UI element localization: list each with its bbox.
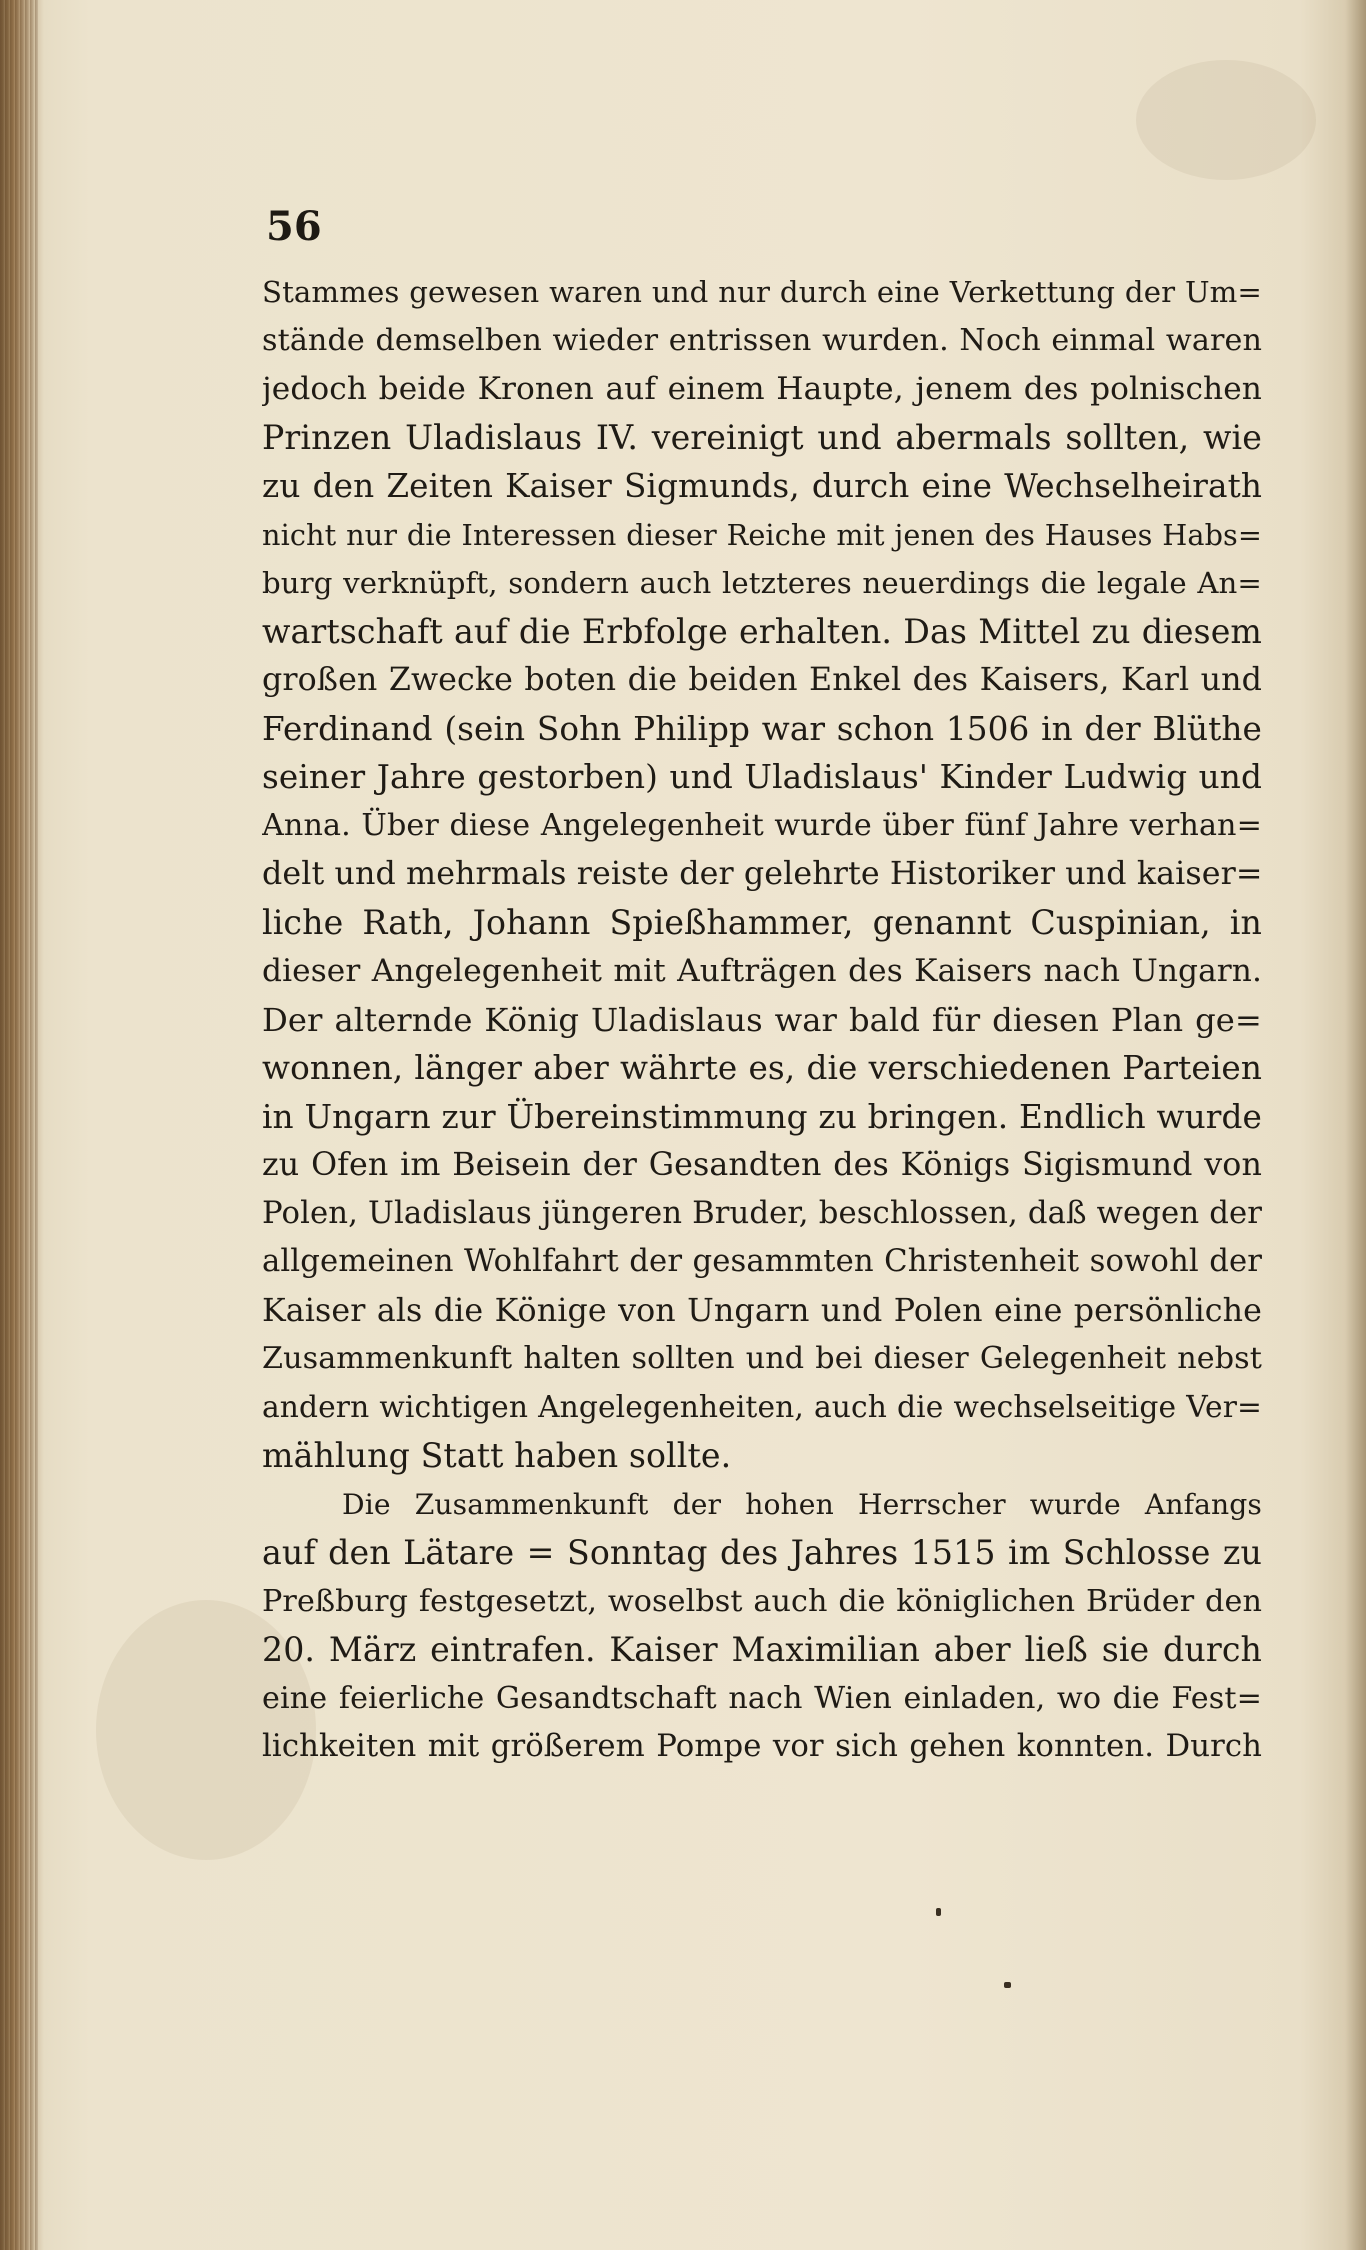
text-line: zu Ofen im Beisein der Gesandten des Königs Sigismund von: [262, 1147, 1262, 1183]
text-line: Die Zusammenkunft der hohen Herrscher wurde Anfangs: [342, 1487, 1262, 1521]
text-line: liche Rath, Johann Spießhammer, genannt Cuspinian, in: [262, 902, 1262, 942]
text-line: großen Zwecke boten die beiden Enkel des Kaisers, Karl und: [262, 662, 1262, 698]
text-line: stände demselben wieder entrissen wurden. Noch einmal waren: [262, 322, 1262, 358]
text-line: nicht nur die Interessen dieser Reiche mit jenen des Hauses Habs=: [262, 517, 1262, 552]
text-line: dieser Angelegenheit mit Aufträgen des Kaisers nach Ungarn.: [262, 953, 1262, 989]
text-line: Stammes gewesen waren und nur durch eine Verkettung der Um=: [262, 275, 1262, 309]
text-line: Anna. Über diese Angelegenheit wurde über fünf Jahre verhan=: [262, 807, 1262, 843]
text-line: Kaiser als die Könige von Ungarn und Polen eine persönliche: [262, 1292, 1262, 1329]
page: [36, 0, 1348, 2250]
text-line: Der alternde König Uladislaus war bald für diesen Plan ge=: [262, 1000, 1262, 1039]
text-line: seiner Jahre gestorben) und Uladislaus' Kinder Ludwig und: [262, 758, 1262, 796]
text-line: Ferdinand (sein Sohn Philipp war schon 1506 in der Blüthe: [262, 709, 1262, 748]
text-line: delt und mehrmals reiste der gelehrte Historiker und kaiser=: [262, 856, 1262, 892]
text-line: jedoch beide Kronen auf einem Haupte, jenem des polnischen: [262, 371, 1262, 407]
text-line: 20. März eintrafen. Kaiser Maximilian aber ließ sie durch: [262, 1630, 1262, 1669]
book-spine-edge: [0, 0, 38, 2250]
text-line: eine feierliche Gesandtschaft nach Wien einladen, wo die Fest=: [262, 1680, 1262, 1716]
text-line: wartschaft auf die Erbfolge erhalten. Das Mittel zu diesem: [262, 611, 1262, 651]
text-line: allgemeinen Wohlfahrt der gesammten Christenheit sowohl der: [262, 1244, 1262, 1279]
paragraph-1: [262, 268, 1262, 1481]
text-line: Zusammenkunft halten sollten und bei dieser Gelegenheit nebst: [262, 1341, 1262, 1376]
text-line: lichkeiten mit größerem Pompe vor sich gehen konnten. Durch: [262, 1729, 1262, 1764]
paper-stain: [1136, 60, 1316, 180]
text-line: Preßburg festgesetzt, woselbst auch die königlichen Brüder den: [262, 1583, 1262, 1619]
text-line: zu den Zeiten Kaiser Sigmunds, durch eine Wechselheirath: [262, 467, 1262, 505]
text-line: auf den Lätare = Sonntag des Jahres 1515 im Schlosse zu: [262, 1533, 1262, 1572]
paragraph-2: [262, 1481, 1262, 1772]
body-text: [262, 268, 1262, 1772]
text-line: Prinzen Uladislaus IV. vereinigt und abermals sollten, wie: [262, 417, 1262, 457]
ink-speck: [936, 1908, 941, 1916]
text-line: andern wichtigen Angelegenheiten, auch die wechselseitige Ver=: [262, 1389, 1262, 1425]
text-line: mählung Statt haben sollte.: [262, 1436, 732, 1475]
text-line: Polen, Uladislaus jüngeren Bruder, beschlossen, daß wegen der: [262, 1195, 1262, 1231]
text-line: wonnen, länger aber währte es, die verschiedenen Parteien: [262, 1049, 1262, 1087]
page-number: 56: [266, 203, 322, 250]
ink-speck: [1004, 1982, 1011, 1988]
text-line: in Ungarn zur Übereinstimmung zu bringen. Endlich wurde: [262, 1097, 1262, 1136]
text-line: burg verknüpft, sondern auch letzteres neuerdings die legale An=: [262, 566, 1262, 600]
